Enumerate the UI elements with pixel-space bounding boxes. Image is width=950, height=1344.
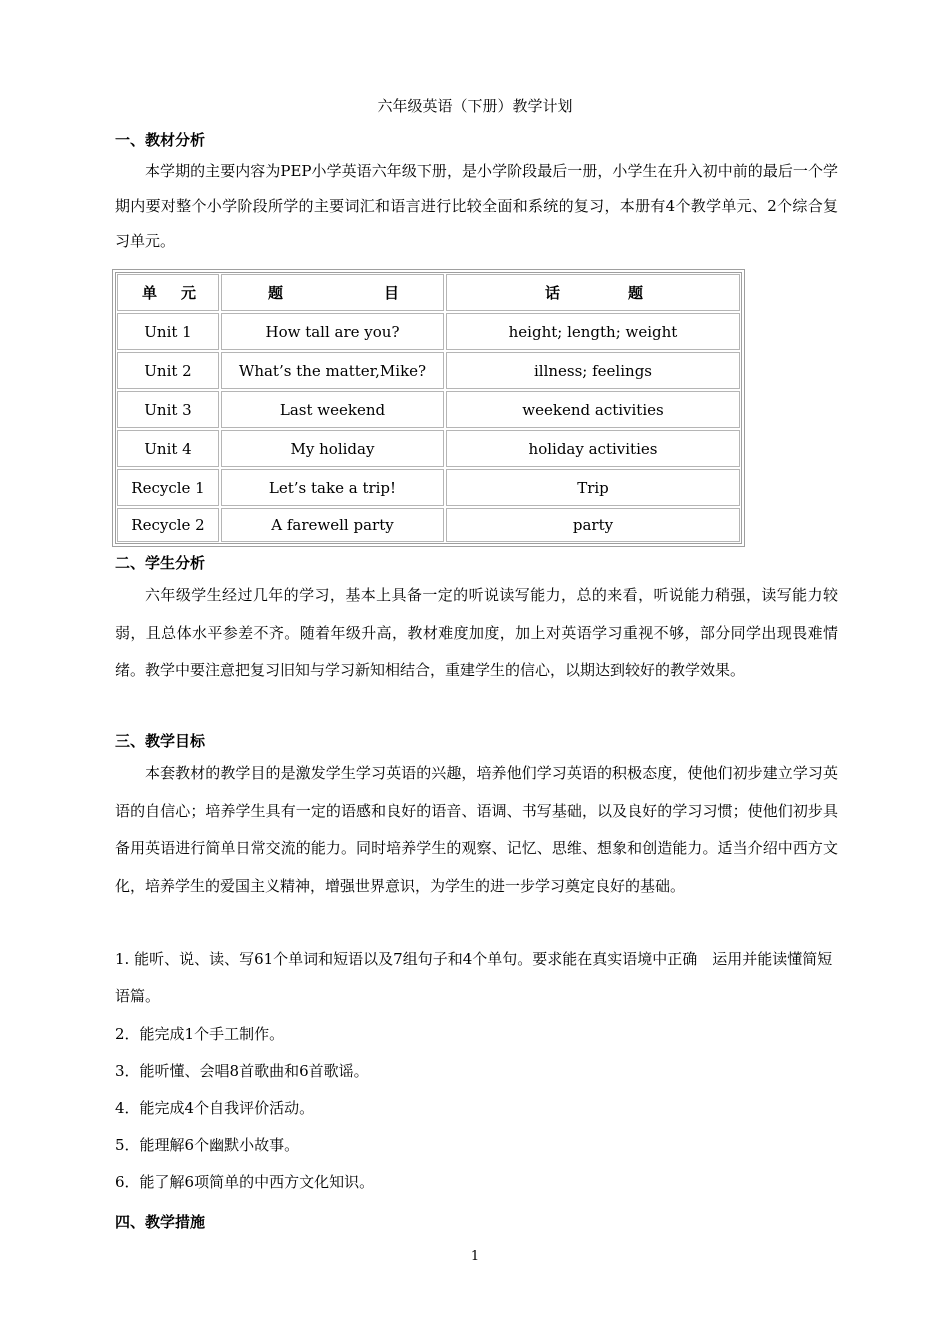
table-cell-title: Let’s take a trip! — [221, 469, 444, 506]
goal-item: 5．能理解6个幽默小故事。 — [115, 1136, 300, 1154]
section-heading-student-analysis: 二、学生分析 — [115, 554, 206, 572]
table-cell-topic: weekend activities — [446, 391, 740, 428]
table-header-topic — [446, 274, 740, 311]
table-cell-unit: Recycle 1 — [117, 469, 219, 506]
table-cell-unit: Unit 2 — [117, 352, 219, 389]
textbook-analysis-paragraph: 本学期的主要内容为PEP小学英语六年级下册，是小学阶段最后一册，小学生在升入初中前的最后一个学期内要对整个小学阶段所学的主要词汇和语言进行比较全面和系统的复习，本册有4个教学单元、2个综合复习单元。 — [115, 162, 838, 250]
table-cell-title: My holiday — [221, 430, 444, 467]
table-header-unit — [117, 274, 219, 311]
table-cell-topic: party — [446, 508, 740, 542]
table-cell-title: What’s the matter,Mike? — [221, 352, 444, 389]
table-cell-topic: holiday activities — [446, 430, 740, 467]
table-cell-title: Last weekend — [221, 391, 444, 428]
table-cell-topic: height; length; weight — [446, 313, 740, 350]
section-heading-textbook-analysis: 一、教材分析 — [115, 131, 206, 149]
goal-item: 4．能完成4个自我评价活动。 — [115, 1099, 315, 1117]
goal-item: 1. 能听、说、读、写61个单词和短语以及7组句子和4个单句。要求能在真实语境中正确 运用并能读懂简短语篇。 — [115, 950, 833, 1005]
units-table — [112, 269, 745, 547]
table-cell-unit: Unit 1 — [117, 313, 219, 350]
section-heading-teaching-goals: 三、教学目标 — [115, 732, 206, 750]
header-text: 话 — [545, 283, 561, 302]
table-cell-unit: Unit 3 — [117, 391, 219, 428]
goal-item: 6．能了解6项简单的中西方文化知识。 — [115, 1173, 375, 1191]
table-cell-topic: Trip — [446, 469, 740, 506]
header-text: 元 — [180, 283, 196, 302]
header-text: 目 — [383, 283, 399, 302]
goal-item: 3．能听懂、会唱8首歌曲和6首歌谣。 — [115, 1062, 369, 1080]
document-title: 六年级英语（下册）教学计划 — [377, 97, 573, 115]
header-text: 单 — [142, 283, 158, 302]
table-cell-title: A farewell party — [221, 508, 444, 542]
table-cell-unit: Recycle 2 — [117, 508, 219, 542]
goal-item: 2．能完成1个手工制作。 — [115, 1025, 285, 1043]
table-header-title — [221, 274, 444, 311]
page-number: 1 — [470, 1249, 480, 1264]
table-cell-unit: Unit 4 — [117, 430, 219, 467]
teaching-goals-paragraph: 本套教材的教学目的是激发学生学习英语的兴趣，培养他们学习英语的积极态度，使他们初步建立学习英语的自信心；培养学生具有一定的语感和良好的语音、语调、书写基础，以及良好的学习习惯；使他们初步具备用英语进行简单日常交流的能力。同时培养学生的观察、记忆、思维、想象和创造能力。适当介绍中西方文化，培养学生的爱国主义精神，增强世界意识，为学生的进一步学习奠定良好的基础。 — [115, 764, 838, 895]
table-cell-title: How tall are you? — [221, 313, 444, 350]
section-heading-teaching-measures: 四、教学措施 — [115, 1213, 206, 1231]
table-cell-topic: illness; feelings — [446, 352, 740, 389]
header-text: 题 — [627, 283, 643, 302]
student-analysis-paragraph: 六年级学生经过几年的学习，基本上具备一定的听说读写能力，总的来看，听说能力稍强，读写能力较弱，且总体水平参差不齐。随着年级升高，教材难度加度，加上对英语学习重视不够，部分同学出现畏难情绪。教学中要注意把复习旧知与学习新知相结合，重建学生的信心，以期达到较好的教学效果。 — [115, 586, 838, 679]
header-text: 题 — [268, 283, 284, 302]
